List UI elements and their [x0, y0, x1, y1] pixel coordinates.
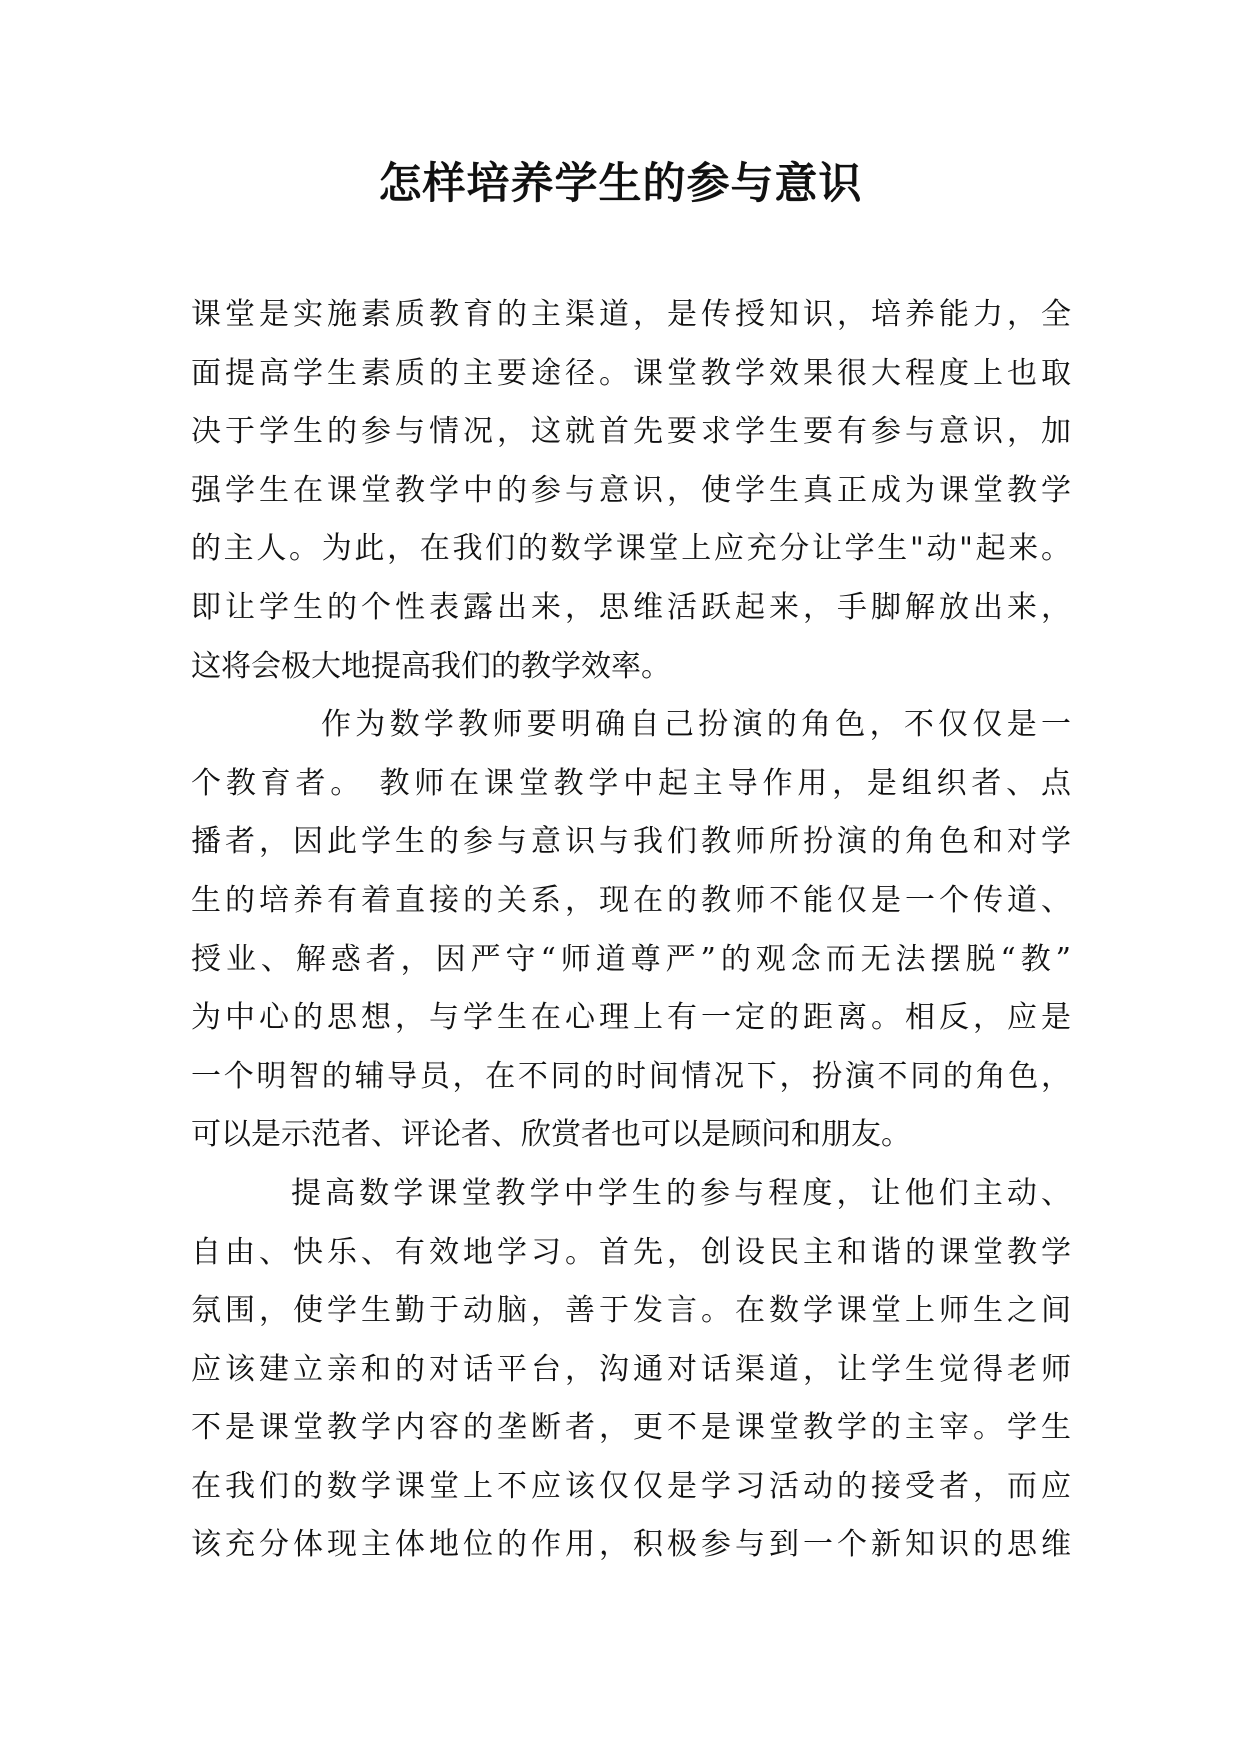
paragraph-1 [191, 286, 1071, 696]
text-line: 决于学生的参与情况，这就首先要求学生要有参与意识，加 [191, 414, 1071, 450]
text-line: 面提高学生素质的主要途径。课堂教学效果很大程度上也取 [191, 355, 1071, 391]
paragraph-2 [191, 696, 1071, 1165]
document-body [191, 286, 1071, 1575]
text-line: 一个明智的辅导员，在不同的时间情况下，扮演不同的角色， [191, 1058, 1071, 1094]
text-line: 在我们的数学课堂上不应该仅仅是学习活动的接受者，而应 [191, 1468, 1071, 1504]
document-title: 怎样培养学生的参与意识 [378, 159, 863, 209]
text-line: 提高数学课堂教学中学生的参与程度，让他们主动、 [291, 1175, 1071, 1211]
text-line: 该充分体现主体地位的作用，积极参与到一个新知识的思维 [191, 1527, 1071, 1563]
text-line: 即让学生的个性表露出来，思维活跃起来，手脚解放出来， [191, 589, 1071, 625]
text-line: 个教育者。 教师在课堂教学中起主导作用，是组织者、点 [191, 765, 1071, 801]
text-line: 播者，因此学生的参与意识与我们教师所扮演的角色和对学 [191, 824, 1071, 860]
text-line: 生的培养有着直接的关系，现在的教师不能仅是一个传道、 [191, 882, 1071, 918]
text-line: 这将会极大地提高我们的教学效率。 [191, 648, 671, 684]
text-line: 作为数学教师要明确自己扮演的角色，不仅仅是一 [321, 707, 1071, 743]
paragraph-3 [191, 1165, 1071, 1575]
text-line: 课堂是实施素质教育的主渠道，是传授知识，培养能力，全 [191, 297, 1071, 332]
text-line: 为中心的思想，与学生在心理上有一定的距离。相反，应是 [191, 1000, 1071, 1036]
text-line: 可以是示范者、评论者、欣赏者也可以是顾问和朋友。 [191, 1117, 911, 1153]
text-line: 强学生在课堂教学中的参与意识，使学生真正成为课堂教学 [191, 472, 1071, 508]
text-line: 应该建立亲和的对话平台，沟通对话渠道，让学生觉得老师 [191, 1351, 1071, 1387]
text-line: 的主人。为此，在我们的数学课堂上应充分让学生"动"起来。 [191, 531, 1071, 567]
text-line: 不是课堂教学内容的垄断者，更不是课堂教学的主宰。学生 [191, 1410, 1071, 1446]
text-line: 氛围，使学生勤于动脑，善于发言。在数学课堂上师生之间 [191, 1293, 1071, 1329]
text-line: 自由、快乐、有效地学习。首先，创设民主和谐的课堂教学 [191, 1234, 1071, 1270]
text-line: 授业、解惑者，因严守“师道尊严”的观念而无法摆脱“教” [191, 941, 1071, 977]
